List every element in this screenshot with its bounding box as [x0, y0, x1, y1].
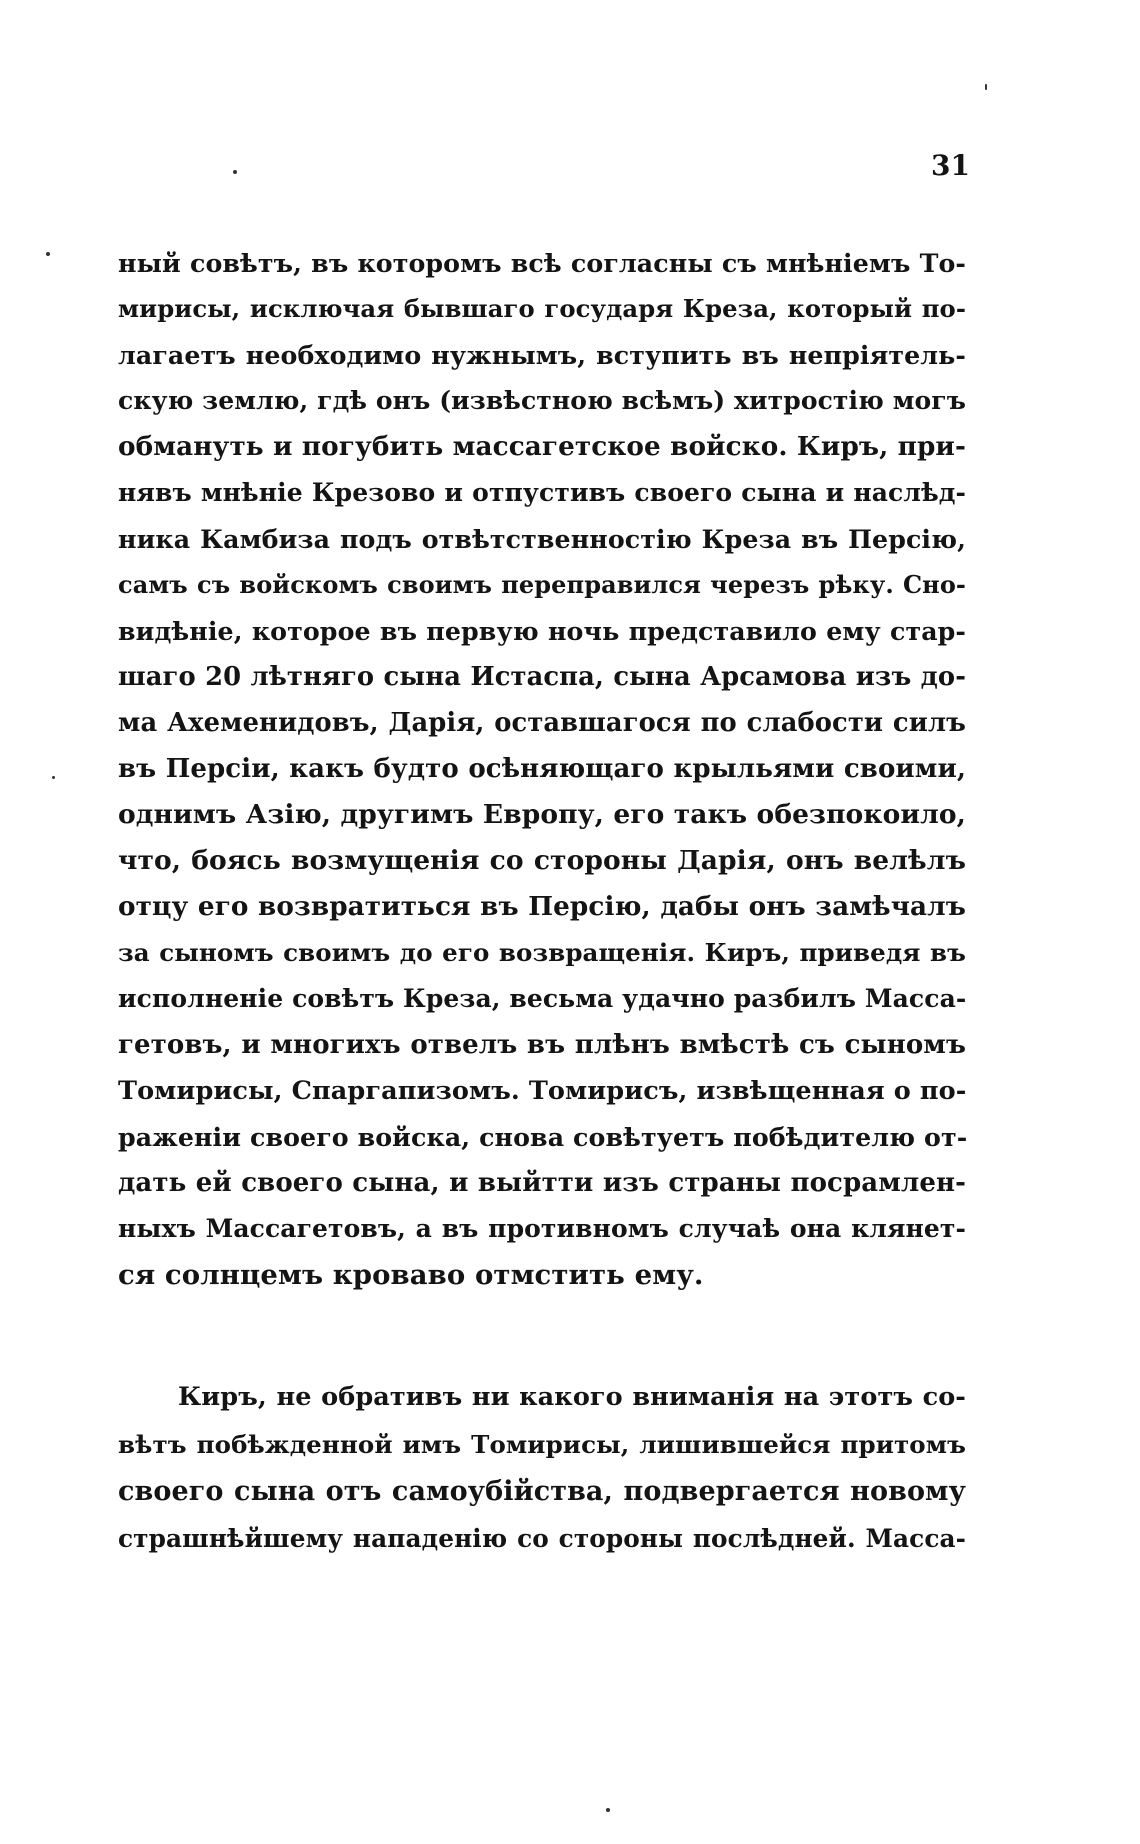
- text-line: вѣтъ побѣжденной имъ Томирисы, лишившейся притомъ: [118, 1430, 966, 1459]
- text-line: дать ей своего сына, и выйтти изъ страны посрамлен-: [118, 1168, 966, 1198]
- text-line: однимъ Азію, другимъ Европу, его такъ обезпокоило,: [118, 799, 966, 830]
- text-line: за сыномъ своимъ до его возвращенія. Киръ, приведя въ: [118, 938, 966, 967]
- scan-speck: [985, 84, 987, 90]
- paragraph-1: [118, 240, 966, 1298]
- text-line: отцу его возвратиться въ Персію, дабы онъ замѣчалъ: [118, 891, 966, 922]
- text-line: ный совѣтъ, въ которомъ всѣ согласны съ мнѣніемъ То-: [118, 248, 966, 278]
- text-line: ся солнцемъ кроваво отмстить ему.: [118, 1259, 704, 1291]
- text-line: гетовъ, и многихъ отвелъ въ плѣнъ вмѣстѣ съ сыномъ: [118, 1030, 966, 1060]
- text-line: нявъ мнѣніе Крезово и отпустивъ своего сына и наслѣд-: [118, 478, 966, 507]
- text-line: ныхъ Массагетовъ, а въ противномъ случаѣ она клянет-: [118, 1214, 966, 1243]
- text-line: своего сына отъ самоубійства, подвергается новому: [118, 1476, 966, 1507]
- text-line: лагаетъ необходимо нужнымъ, вступить въ непріятель-: [118, 340, 966, 370]
- text-line: Киръ, не обративъ ни какого вниманія на этотъ со-: [178, 1382, 966, 1412]
- text-line: скую землю, гдѣ онъ (извѣстною всѣмъ) хитростію могъ: [118, 386, 966, 415]
- text-line: что, боясь возмущенія со стороны Дарія, онъ велѣлъ: [118, 845, 966, 876]
- text-line: ника Камбиза подъ отвѣтственностію Креза въ Персію,: [118, 524, 966, 554]
- page-number: 31: [931, 149, 970, 182]
- scan-speck: [606, 1808, 610, 1812]
- scan-speck: [233, 170, 237, 174]
- text-line: въ Персіи, какъ будто осѣняющаго крыльями своими,: [118, 754, 966, 784]
- text-line: раженіи своего войска, снова совѣтуетъ побѣдителю от-: [118, 1122, 968, 1152]
- scan-speck: [46, 252, 50, 256]
- scan-speck: [52, 776, 55, 779]
- text-line: самъ съ войскомъ своимъ переправился черезъ рѣку. Сно-: [118, 570, 966, 599]
- text-line: видѣніе, которое въ первую ночь представило ему стар-: [118, 616, 966, 646]
- text-line: ма Ахеменидовъ, Дарія, оставшагося по слабости силъ: [118, 708, 966, 738]
- text-line: исполненіе совѣтъ Креза, весьма удачно разбилъ Масса-: [118, 984, 967, 1013]
- text-line: Томирисы, Спаргапизомъ. Томирисъ, извѣщенная о по-: [118, 1076, 967, 1106]
- paragraph-2: [118, 1374, 966, 1562]
- text-line: шаго 20 лѣтняго сына Истаспа, сына Арсамова изъ до-: [118, 662, 966, 692]
- text-line: обмануть и погубить массагетское войско. Киръ, при-: [118, 431, 966, 462]
- text-line: мирисы, исключая бывшаго государя Креза, который по-: [118, 294, 966, 323]
- text-line: страшнѣйшему нападенію со стороны послѣдней. Масса-: [118, 1524, 966, 1553]
